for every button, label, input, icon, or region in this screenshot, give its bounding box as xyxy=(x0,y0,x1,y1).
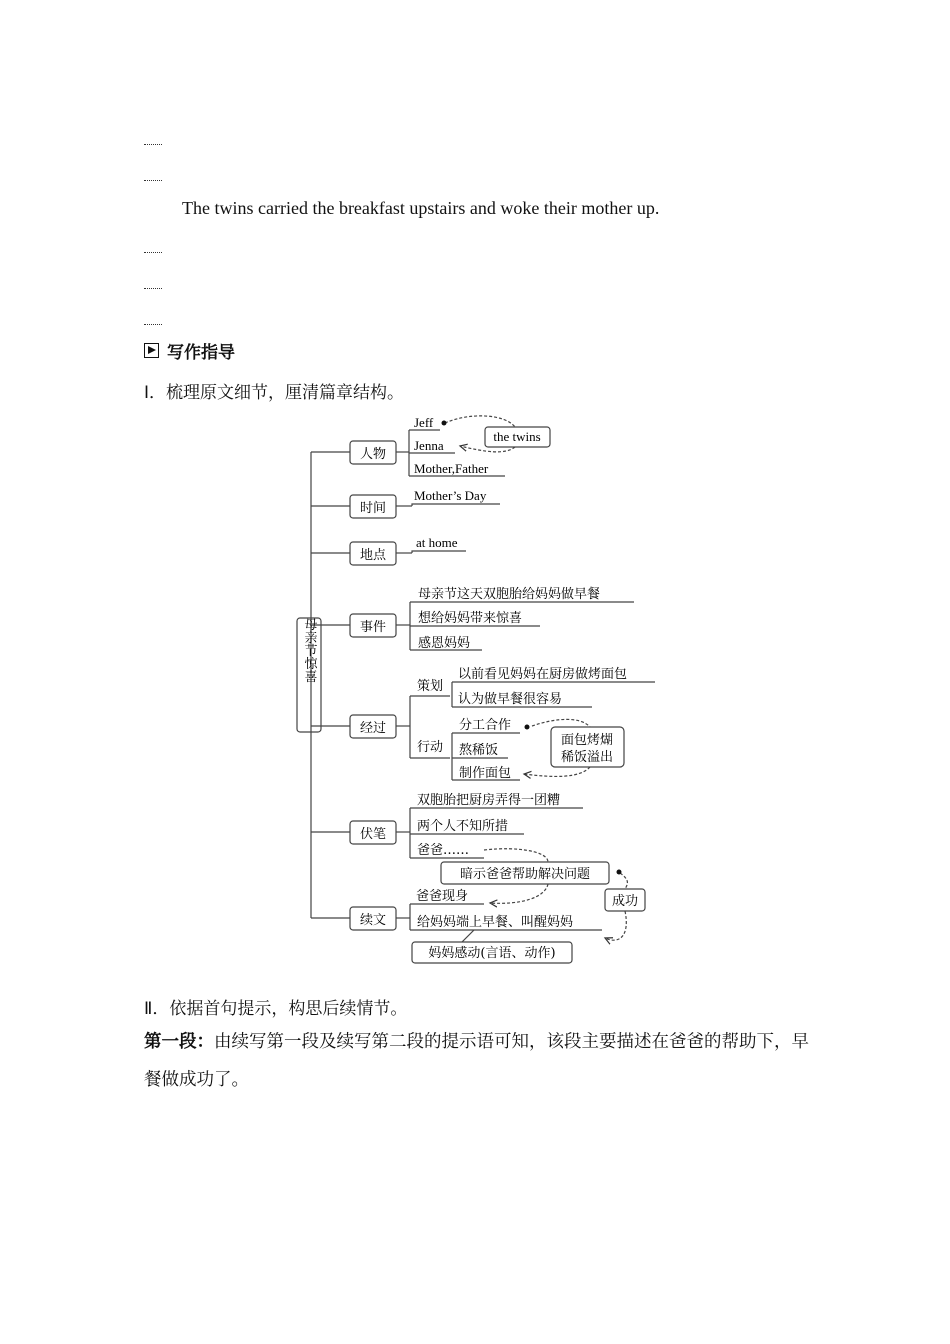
label-process: 经过 xyxy=(359,721,387,736)
plan-item: 认为做早餐很容易 xyxy=(458,692,563,707)
label-foreshadow: 伏笔 xyxy=(359,827,387,842)
blank-line-5 xyxy=(144,324,162,325)
emotion-text: 妈妈感动(言语、动作) xyxy=(428,946,556,961)
hint-text: 暗示爸爸帮助解决问题 xyxy=(459,867,591,882)
foreshadow-item: 爸爸…… xyxy=(417,843,470,858)
part-two-title: Ⅱ．依据首句提示，构思后续情节。 xyxy=(144,999,408,1019)
action-item: 制作面包 xyxy=(459,766,512,781)
blank-line-4 xyxy=(144,288,162,289)
continuation-sentence: The twins carried the breakfast upstairs and woke their mother up. xyxy=(182,198,660,218)
label-place: 地点 xyxy=(359,548,387,563)
foreshadow-item: 双胞胎把厨房弄得一团糟 xyxy=(417,793,561,808)
result-line: 面包烤煳 xyxy=(560,733,614,748)
time-value: Mother’s Day xyxy=(414,488,487,503)
people-item: Mother,Father xyxy=(414,461,489,476)
action-item: 熬稀饭 xyxy=(459,743,499,758)
continuation-item: 爸爸现身 xyxy=(416,889,469,904)
people-item: Jeff xyxy=(414,415,434,430)
plan-label: 策划 xyxy=(417,679,444,694)
section-heading-text: 写作指导 xyxy=(167,343,235,363)
paragraph-text: 由续写第一段及续写第二段的提示语可知，该段主要描述在爸爸的帮助下，早餐做成功了。 xyxy=(144,1032,809,1090)
blank-line-3 xyxy=(144,252,162,253)
continuation-item: 给妈妈端上早餐、叫醒妈妈 xyxy=(417,915,574,930)
success-text: 成功 xyxy=(611,894,639,909)
label-event: 事件 xyxy=(359,620,387,635)
plan-item: 以前看见妈妈在厨房做烤面包 xyxy=(458,667,628,682)
foreshadow-item: 两个人不知所措 xyxy=(417,819,509,834)
twins-note: the twins xyxy=(493,429,541,444)
root-label: 母亲节惊喜 xyxy=(301,617,317,683)
play-icon xyxy=(144,343,159,358)
label-time: 时间 xyxy=(359,501,387,516)
blank-line-2 xyxy=(144,180,162,181)
action-label: 行动 xyxy=(417,740,444,755)
label-continuation: 续文 xyxy=(359,913,387,928)
people-item: Jenna xyxy=(414,438,444,453)
section-heading xyxy=(144,338,235,363)
result-line: 稀饭溢出 xyxy=(560,750,614,765)
label-people: 人物 xyxy=(359,447,387,462)
paragraph-label: 第一段： xyxy=(144,1032,214,1052)
action-item: 分工合作 xyxy=(459,718,512,733)
blank-line-1 xyxy=(144,144,162,145)
part-one-title: Ⅰ．梳理原文细节，厘清篇章结构。 xyxy=(144,383,405,403)
place-value: at home xyxy=(416,535,458,550)
event-item: 感恩妈妈 xyxy=(418,636,471,651)
paragraph-one xyxy=(144,1023,814,1099)
event-item: 想给妈妈带来惊喜 xyxy=(418,611,523,626)
event-item: 母亲节这天双胞胎给妈妈做早餐 xyxy=(418,587,601,602)
mind-map-diagram xyxy=(0,405,950,1005)
